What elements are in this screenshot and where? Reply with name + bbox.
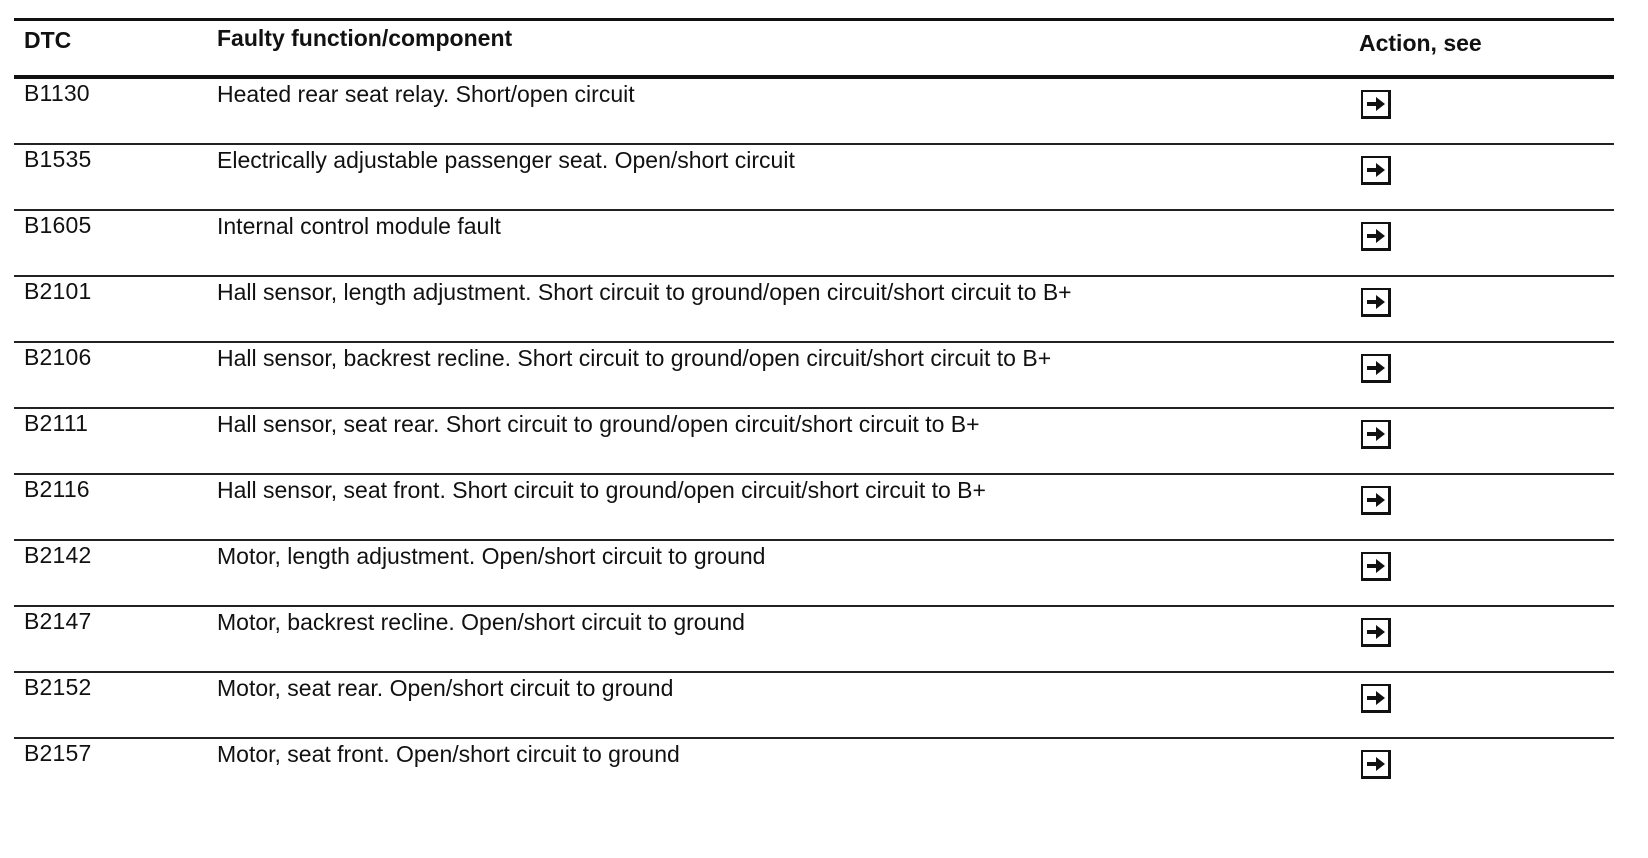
action-link-button[interactable] [1361, 90, 1391, 119]
arrow-right-icon [1365, 160, 1387, 180]
fault-description: Electrically adjustable passenger seat. Open/short circuit [217, 147, 795, 173]
fault-description: Hall sensor, seat front. Short circuit to ground/open circuit/short circuit to B+ [217, 477, 986, 503]
arrow-right-icon [1365, 556, 1387, 576]
fault-description: Hall sensor, seat rear. Short circuit to ground/open circuit/short circuit to B+ [217, 411, 980, 437]
fault-description: Heated rear seat relay. Short/open circuit [217, 81, 635, 107]
table-row [14, 277, 1614, 343]
arrow-right-icon [1365, 754, 1387, 774]
action-link-button[interactable] [1361, 684, 1391, 713]
arrow-right-icon [1365, 292, 1387, 312]
fault-description: Motor, seat front. Open/short circuit to ground [217, 741, 680, 767]
arrow-right-icon [1365, 358, 1387, 378]
action-link-button[interactable] [1361, 288, 1391, 317]
dtc-code: B1130 [24, 80, 90, 106]
fault-description: Motor, length adjustment. Open/short circuit to ground [217, 543, 766, 569]
dtc-code: B2152 [24, 674, 92, 700]
fault-description: Motor, backrest recline. Open/short circuit to ground [217, 609, 745, 635]
action-link-button[interactable] [1361, 222, 1391, 251]
dtc-code: B2147 [24, 608, 92, 634]
table-row [14, 475, 1614, 541]
dtc-code: B1535 [24, 146, 92, 172]
header-action: Action, see [1359, 30, 1482, 56]
header-faulty-function: Faulty function/component [217, 25, 513, 51]
dtc-code: B2157 [24, 740, 92, 766]
arrow-right-icon [1365, 94, 1387, 114]
dtc-code: B2142 [24, 542, 92, 568]
arrow-right-icon [1365, 226, 1387, 246]
action-link-button[interactable] [1361, 552, 1391, 581]
fault-description: Hall sensor, backrest recline. Short circuit to ground/open circuit/short circuit to B+ [217, 345, 1052, 371]
arrow-right-icon [1365, 490, 1387, 510]
arrow-right-icon [1365, 424, 1387, 444]
action-link-button[interactable] [1361, 156, 1391, 185]
action-link-button[interactable] [1361, 750, 1391, 779]
action-link-button[interactable] [1361, 618, 1391, 647]
table-row [14, 145, 1614, 211]
action-link-button[interactable] [1361, 354, 1391, 383]
table-row [14, 409, 1614, 475]
table-row [14, 541, 1614, 607]
table-row [14, 607, 1614, 673]
dtc-code: B2116 [24, 476, 90, 502]
fault-description: Internal control module fault [217, 213, 501, 239]
dtc-table [14, 18, 1614, 803]
table-row [14, 211, 1614, 277]
table-row [14, 673, 1614, 739]
arrow-right-icon [1365, 622, 1387, 642]
table-body [14, 79, 1614, 803]
fault-description: Motor, seat rear. Open/short circuit to ground [217, 675, 674, 701]
action-link-button[interactable] [1361, 486, 1391, 515]
arrow-right-icon [1365, 688, 1387, 708]
header-dtc: DTC [24, 27, 72, 53]
action-link-button[interactable] [1361, 420, 1391, 449]
dtc-code: B1605 [24, 212, 92, 238]
dtc-code: B2106 [24, 344, 92, 370]
dtc-code: B2101 [24, 278, 92, 304]
dtc-code: B2111 [24, 410, 89, 436]
fault-description: Hall sensor, length adjustment. Short circuit to ground/open circuit/short circuit to B+ [217, 279, 1072, 305]
table-row [14, 739, 1614, 803]
table-header [14, 21, 1614, 75]
table-row [14, 79, 1614, 145]
table-row [14, 343, 1614, 409]
